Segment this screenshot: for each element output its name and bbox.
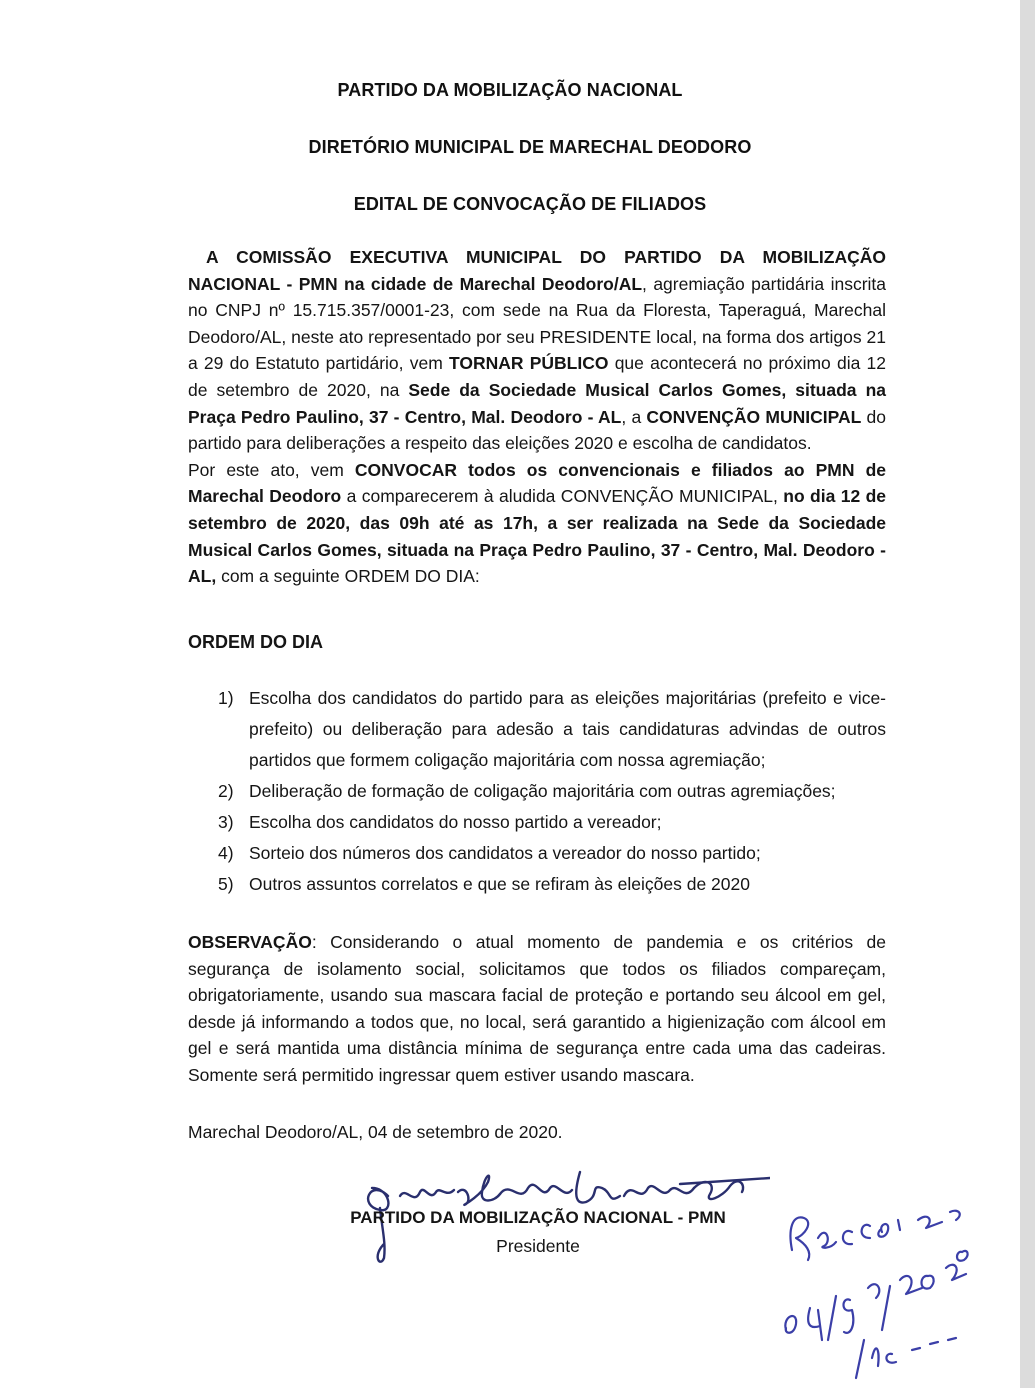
text: com a seguinte ORDEM DO DIA: bbox=[216, 566, 480, 587]
text: que acontecerá no próximo dia 12 de setembro de 2020, na bbox=[188, 353, 887, 400]
handwritten-receipt-note bbox=[778, 1190, 978, 1380]
text: , agremiação partidária inscrita no CNPJ nº 15.715.357/0001-23, com sede na Rua da Floresta, Taperaguá, Marechal Deodoro/AL, neste ato representado por seu PRESIDENTE local, na forma dos artigos 21 a 29 do Estatuto partidário, vem bbox=[188, 273, 886, 374]
item-text: Escolha dos candidatos do nosso partido a vereador; bbox=[249, 812, 662, 832]
signatory-party: PARTIDO DA MOBILIZAÇÃO NACIONAL - PMN bbox=[350, 1208, 726, 1227]
observation-label: OBSERVAÇÃO bbox=[188, 932, 312, 952]
text: , a bbox=[621, 406, 647, 427]
list-item bbox=[218, 683, 886, 776]
issuer-name: A COMISSÃO EXECUTIVA MUNICIPAL DO PARTIDO DA MOBILIZAÇÃO NACIONAL - PMN na cidade de Marechal Deodoro/AL bbox=[188, 247, 886, 294]
item-number: 1) bbox=[218, 688, 234, 708]
place-and-date: Marechal Deodoro/AL, 04 de setembro de 2020. bbox=[188, 1122, 563, 1142]
agenda-list bbox=[218, 683, 886, 900]
item-text: Sorteio dos números dos candidatos a vereador do nosso partido; bbox=[249, 843, 761, 863]
text: a comparecerem à aludida CONVENÇÃO MUNICIPAL, bbox=[341, 486, 784, 507]
list-item bbox=[218, 776, 886, 807]
public-notice: TORNAR PÚBLICO bbox=[448, 353, 609, 374]
date-and-venue: no dia 12 de setembro de 2020, das 09h até as 17h, a ser realizada na Sede da Sociedade Musical Carlos Gomes, situada na Praça Pedro Paulino, 37 - Centro, Mal. Deodoro - AL, bbox=[188, 486, 887, 587]
item-text: Outros assuntos correlatos e que se refiram às eleições de 2020 bbox=[249, 874, 750, 894]
paragraph-announcement bbox=[188, 244, 886, 590]
item-number: 5) bbox=[218, 874, 234, 894]
text: Por este ato, vem bbox=[188, 459, 355, 480]
list-item bbox=[218, 869, 886, 900]
party-title: PARTIDO DA MOBILIZAÇÃO NACIONAL bbox=[337, 80, 683, 100]
item-text: Deliberação de formação de coligação majoritária com outras agremiações; bbox=[249, 781, 836, 801]
notice-title: EDITAL DE CONVOCAÇÃO DE FILIADOS bbox=[353, 194, 707, 214]
item-number: 2) bbox=[218, 781, 234, 801]
list-item bbox=[218, 838, 886, 869]
text: do partido para deliberações a respeito das eleições 2020 e escolha de candidatos. bbox=[188, 406, 886, 454]
list-item bbox=[218, 807, 886, 838]
observation-text: : Considerando o atual momento de pandemia e os critérios de segurança de isolamento social, solicitamos que todos os filiados compareçam, obrigatoriamente, usando sua mascara facial de proteção e portando seu álcool em gel, desde já informando a todos que, no local, será garantido a higienização com álcool em gel e será mantida uma distância mínima de segurança entre cada uma das cadeiras. Somente será permitido ingressar quem estiver usando mascara. bbox=[188, 932, 886, 1085]
item-number: 3) bbox=[218, 812, 234, 832]
item-text: Escolha dos candidatos do partido para as eleições majoritárias (prefeito e vice-prefeito) ou deliberação para adesão a tais candidaturas advindas de outros partidos que formem coligação majoritária com nossa agremiação; bbox=[249, 688, 886, 770]
directory-title: DIRETÓRIO MUNICIPAL DE MARECHAL DEODORO bbox=[308, 137, 752, 157]
venue: Sede da Sociedade Musical Carlos Gomes, situada na Praça Pedro Paulino, 37 - Centro, Mal. Deodoro - AL bbox=[188, 379, 886, 427]
signatory-role: Presidente bbox=[496, 1236, 580, 1256]
convention-name: CONVENÇÃO MUNICIPAL bbox=[646, 406, 862, 427]
convocation: CONVOCAR todos os convencionais e filiados ao PMN de Marechal Deodoro bbox=[188, 459, 887, 507]
agenda-title: ORDEM DO DIA bbox=[188, 632, 323, 652]
paragraph-observation bbox=[188, 929, 886, 1089]
item-number: 4) bbox=[218, 843, 234, 863]
